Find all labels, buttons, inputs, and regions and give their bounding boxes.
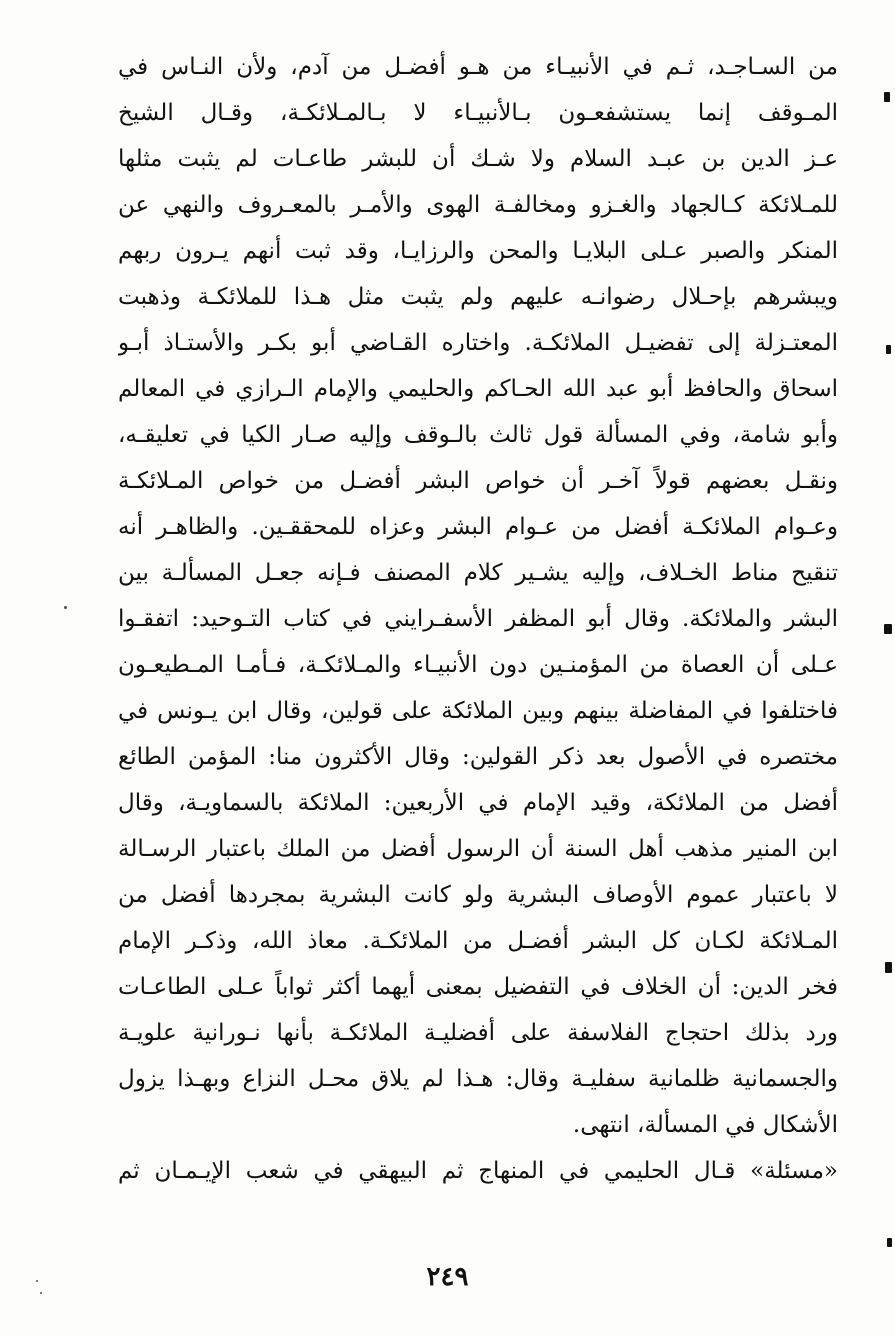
text-line: فاختلفوا في المفاضلة بينهم وبين الملائكة على قولين، وقال ابن يـونس في <box>118 698 838 724</box>
margin-mark <box>887 1238 892 1247</box>
scan-speck <box>64 606 67 609</box>
text-line: من السـاجـد، ثـم في الأنبيـاء من هـو أفضـل من آدم، ولأن النـاس في <box>118 54 838 80</box>
text-line: المنكر والصبر عـلى البلايـا والمحن والرزايـا، وقد ثبت أنهم يـرون ربهم <box>118 238 838 264</box>
text-line: المـوقف إنما يستشفعـون بـالأنبيـاء لا بـالمـلائكـة، وقـال الشيخ <box>118 100 838 126</box>
text-line: «مسئلة» قـال الحليمي في المنهاج ثم البيهقي في شعب الإيـمـان ثم <box>118 1158 838 1184</box>
text-line: الأشكال في المسألة، انتهى. <box>572 1112 838 1138</box>
text-line: تنقيح مناط الخـلاف، وإليه يشـير كلام المصنف فـإنه جعـل المسألـة بين <box>118 560 838 586</box>
text-line: مختصره في الأصول بعد ذكر القولين: وقال الأكثرون منا: المؤمن الطائع <box>118 744 838 770</box>
text-line: وأبو شامة، وفي المسألة قول ثالث بالـوقف وإليه صـار الكيا في تعليقـه، <box>118 422 838 448</box>
text-line: أفضل من الملائكة، وقيد الإمام في الأربعين: الملائكة بالسماويـة، وقال <box>118 790 838 816</box>
text-line: لا باعتبار عموم الأوصاف البشرية ولو كانت البشرية بمجردها أفضل من <box>118 882 838 908</box>
text-line: فخر الدين: أن الخلاف في التفضيل بمعنى أيهما أكثر ثواباً عـلى الطاعـات <box>118 974 838 1000</box>
text-line: المعتـزلة إلى تفضيـل الملائكـة. واختاره القـاضي أبو بكـر والأستـاذ أبـو <box>118 330 838 356</box>
text-line: وعـوام الملائكـة أفضل من عـوام البشر وعزاه للمحققـين. والظاهـر أنه <box>118 514 838 540</box>
text-line: المـلائكة لكـان كل البشر أفضـل من الملائكـة. معاذ الله، وذكـر الإمام <box>118 928 838 954</box>
text-line: ابن المنير مذهب أهل السنة أن الرسول أفضل من الملك باعتبار الرسـالة <box>118 836 838 862</box>
text-line: ونقـل بعضهم قولاً آخـر أن خواص البشر أفضـل من خواص المـلائكـة <box>118 468 838 494</box>
text-line: والجسمانية ظلمانية سفليـة وقال: هـذا لم يلاق محـل النزاع وبهـذا يزول <box>118 1066 838 1092</box>
text-line: عـلى أن العصاة من المؤمنـين دون الأنبيـاء والمـلائكـة، فـأمـا المـطيعـون <box>118 652 838 678</box>
text-line: للمـلائكة كـالجهاد والغـزو ومخالفـة الهوى والأمـر بالمعـروف والنهي عن <box>118 192 838 218</box>
margin-mark <box>885 962 892 973</box>
body-text <box>118 44 838 1194</box>
scan-speck <box>36 1280 38 1282</box>
text-line: عـز الدين بن عبـد السلام ولا شـك أن للبشر طاعـات لم يثبت مثلها <box>118 146 838 172</box>
text-line: ورد بذلك احتجاج الفلاسفة على أفضليـة الملائكـة بأنها نـورانية علويـة <box>118 1020 838 1046</box>
margin-mark <box>886 345 891 354</box>
text-line: البشر والملائكة. وقال أبو المظفر الأسفـرايني في كتاب التـوحيد: اتفقـوا <box>118 606 838 632</box>
page-number: ٢٤٩ <box>426 1262 469 1292</box>
text-line: ويبشرهم بإحـلال رضوانـه عليهم ولم يثبت مثل هـذا للملائكـة وذهبت <box>118 284 838 310</box>
scan-speck <box>40 1292 42 1294</box>
text-line: اسحاق والحافظ أبو عبد الله الحـاكم والحليمي والإمام الـرازي في المعالم <box>118 376 838 402</box>
margin-mark <box>884 92 890 102</box>
margin-mark <box>884 624 892 634</box>
